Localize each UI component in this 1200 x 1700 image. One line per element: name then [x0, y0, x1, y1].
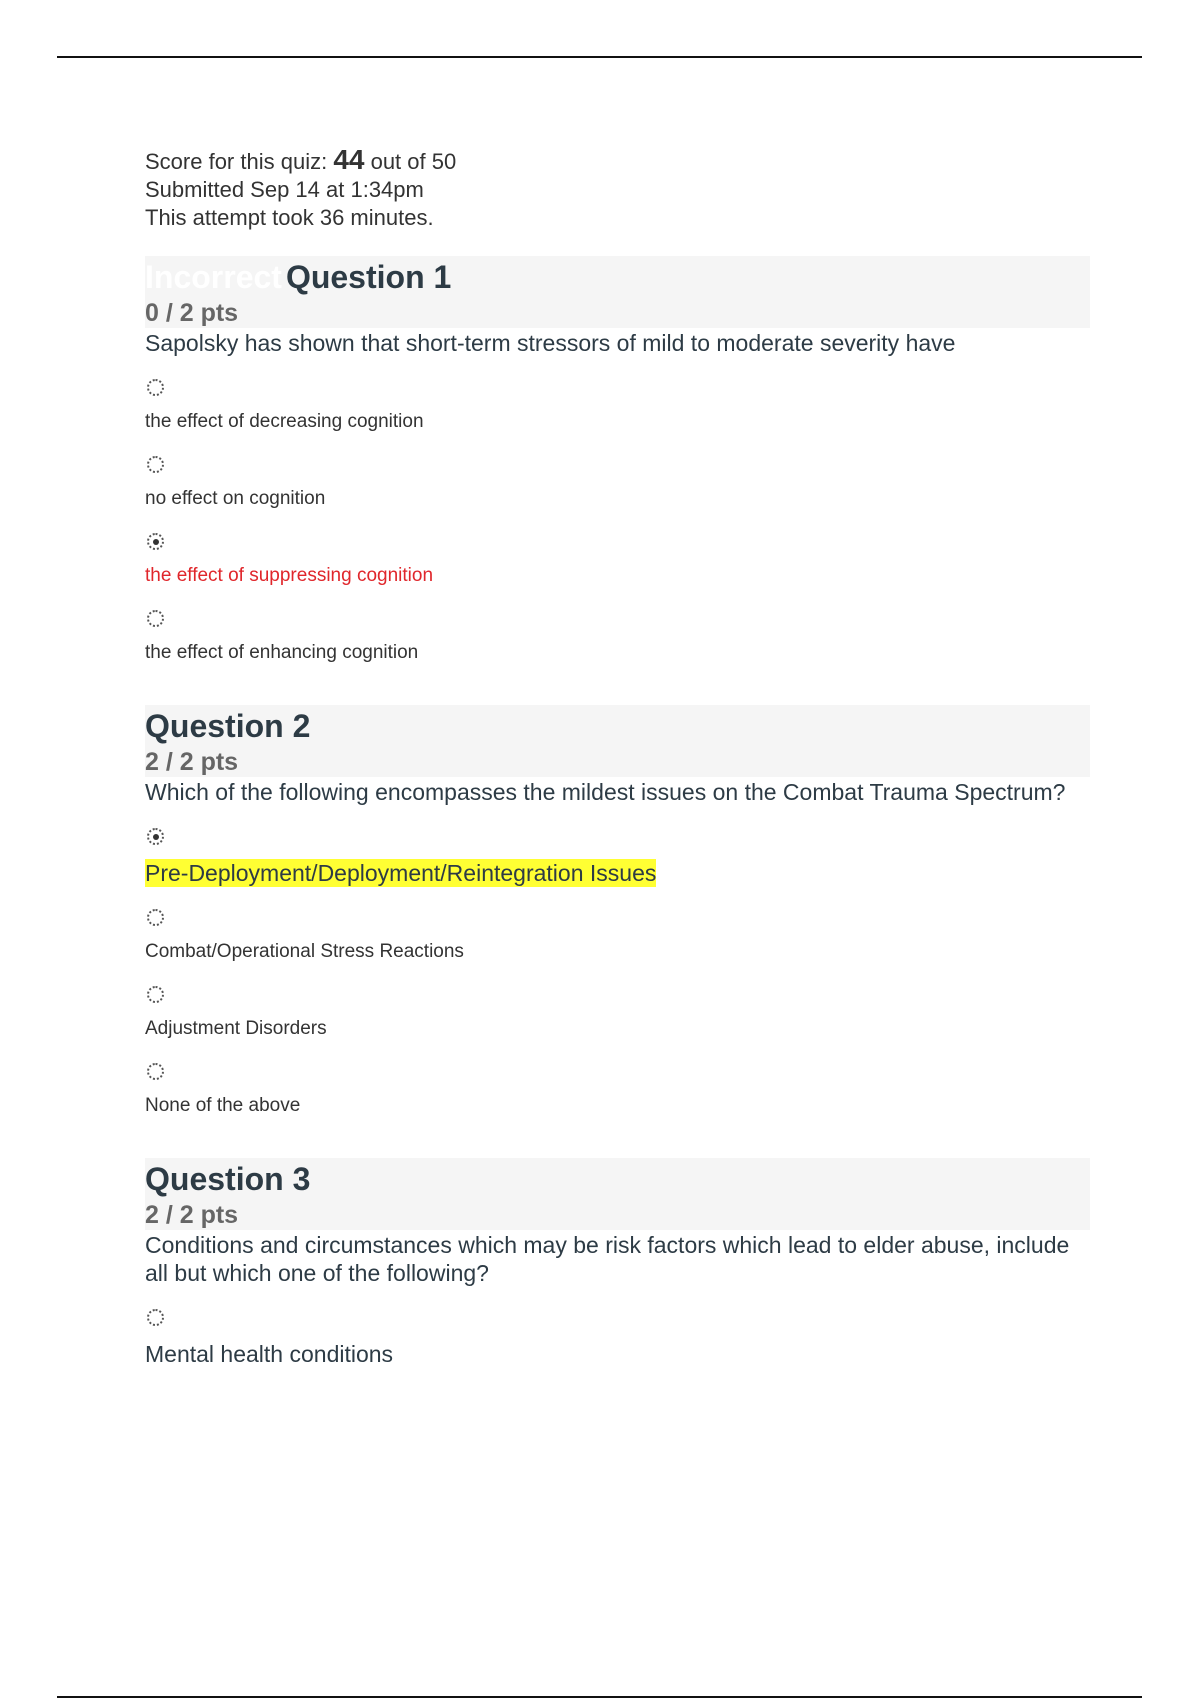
question-2-title: Question 2	[145, 708, 311, 744]
answer-option[interactable]	[145, 1063, 1090, 1118]
radio-button[interactable]	[147, 1309, 164, 1326]
answer-label: None of the above	[145, 1095, 301, 1116]
score-value: 44	[333, 144, 365, 175]
question-1-points: 0 / 2 pts	[145, 299, 239, 327]
question-3	[145, 1158, 1090, 1368]
question-1	[145, 256, 1090, 665]
question-1-title-row	[145, 256, 1090, 298]
answer-label: the effect of decreasing cognition	[145, 411, 424, 432]
question-1-title: Question 1	[285, 259, 452, 295]
answer-option[interactable]	[145, 533, 1090, 588]
question-3-points: 2 / 2 pts	[145, 1201, 239, 1229]
quiz-summary	[145, 146, 1090, 232]
top-rule	[57, 56, 1142, 58]
question-1-header	[145, 256, 1090, 328]
radio-button[interactable]	[147, 986, 164, 1003]
answer-label: no effect on cognition	[145, 488, 326, 509]
submitted-line: Submitted Sep 14 at 1:34pm	[145, 177, 424, 202]
answer-option[interactable]	[145, 909, 1090, 964]
score-total: out of 50	[364, 149, 457, 174]
answer-label: Combat/Operational Stress Reactions	[145, 941, 464, 962]
radio-button-selected[interactable]	[147, 533, 164, 550]
question-3-header	[145, 1158, 1090, 1230]
answer-option[interactable]	[145, 456, 1090, 511]
incorrect-badge: Incorrect	[145, 259, 282, 295]
question-2-header	[145, 705, 1090, 777]
answer-option[interactable]	[145, 1309, 1090, 1368]
question-1-text: Sapolsky has shown that short-term stressors of mild to moderate severity have	[145, 330, 956, 356]
score-line	[145, 146, 1090, 176]
answer-label: Mental health conditions	[145, 1341, 394, 1367]
score-label: Score for this quiz:	[145, 149, 334, 174]
answer-label-correct: Pre-Deployment/Deployment/Reintegration Issues	[145, 860, 657, 886]
radio-button-selected[interactable]	[147, 828, 164, 845]
duration-line: This attempt took 36 minutes.	[145, 205, 434, 230]
answer-label: the effect of enhancing cognition	[145, 642, 419, 663]
answer-option[interactable]	[145, 828, 1090, 887]
radio-button[interactable]	[147, 610, 164, 627]
radio-button[interactable]	[147, 909, 164, 926]
answer-label: Adjustment Disorders	[145, 1018, 327, 1039]
answer-option[interactable]	[145, 379, 1090, 434]
question-2-points: 2 / 2 pts	[145, 748, 239, 776]
answer-option[interactable]	[145, 610, 1090, 665]
question-3-text: Conditions and circumstances which may be risk factors which lead to elder abuse, include all but which one of the following?	[145, 1232, 1070, 1286]
answer-label-incorrect: the effect of suppressing cognition	[145, 565, 434, 586]
bottom-rule	[57, 1696, 1142, 1698]
radio-button[interactable]	[147, 379, 164, 396]
question-2-text: Which of the following encompasses the mildest issues on the Combat Trauma Spectrum?	[145, 779, 1066, 805]
question-2	[145, 705, 1090, 1118]
quiz-content	[145, 146, 1090, 1368]
radio-button[interactable]	[147, 456, 164, 473]
question-3-title: Question 3	[145, 1161, 311, 1197]
radio-button[interactable]	[147, 1063, 164, 1080]
answer-option[interactable]	[145, 986, 1090, 1041]
